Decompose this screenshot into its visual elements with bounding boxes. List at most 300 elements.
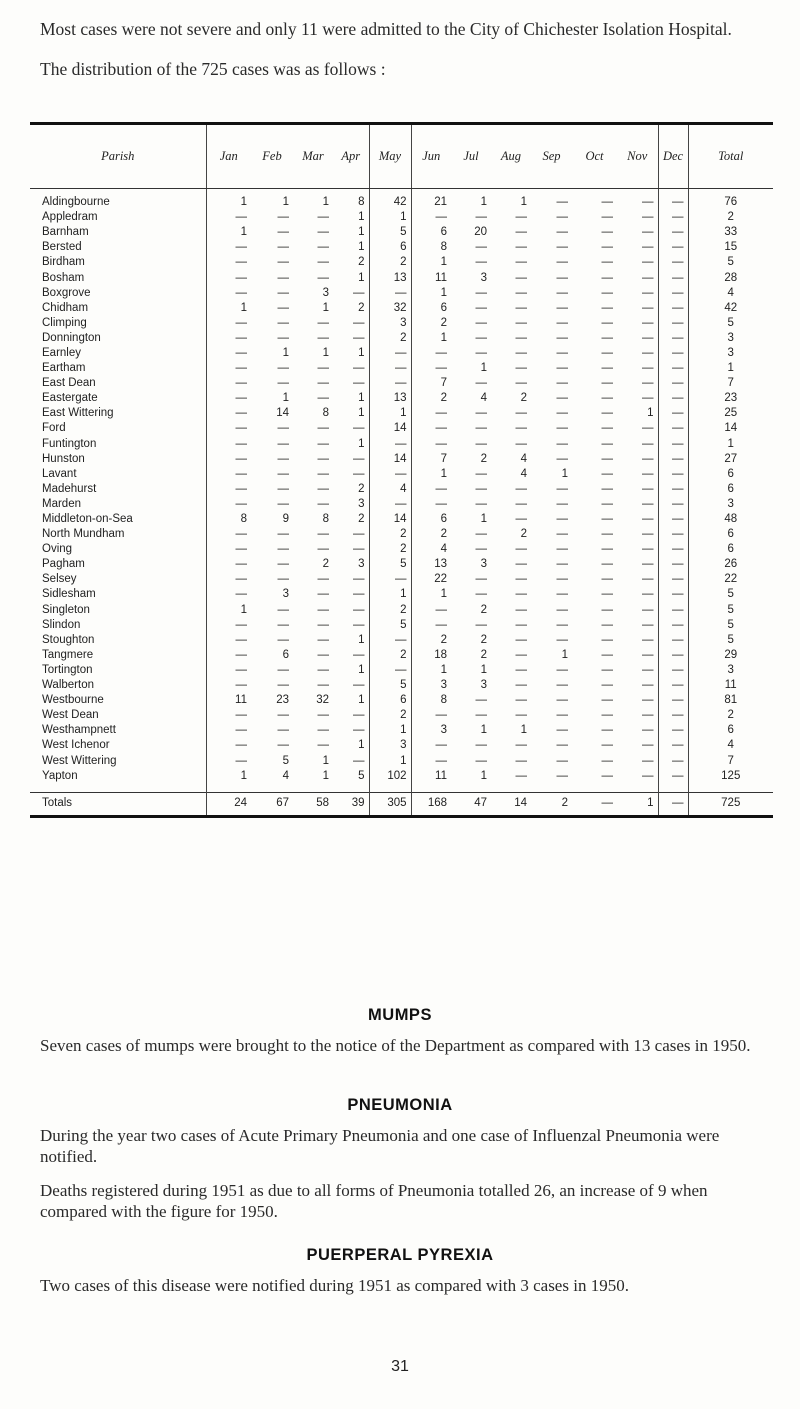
cell-sep: —: [556, 754, 568, 767]
cell-nov: —: [642, 467, 654, 480]
cell-dec: —: [658, 421, 688, 436]
cell-may: 2: [369, 648, 411, 663]
cell-apr: —: [353, 286, 365, 299]
cell-may: —: [369, 497, 411, 512]
table-row: [30, 557, 773, 572]
cell-mar: 8: [322, 407, 329, 420]
cell-total: 3: [688, 663, 773, 678]
cell-aug: —: [515, 211, 527, 224]
parish-name: Selsey: [42, 573, 77, 586]
cell-jun: 2: [411, 316, 451, 331]
cell-total: 33: [688, 225, 773, 240]
cell-oct: —: [601, 301, 613, 314]
puerperal-heading: PUERPERAL PYREXIA: [306, 1246, 494, 1264]
cell-jul: 3: [480, 558, 487, 571]
cell-jul: 1: [480, 769, 487, 782]
cell-may: 2: [369, 708, 411, 723]
cell-mar: —: [317, 256, 329, 269]
cell-mar: —: [317, 724, 329, 737]
cell-dec: —: [658, 361, 688, 376]
total-apr: 39: [333, 792, 369, 816]
cell-may: —: [369, 361, 411, 376]
cell-aug: —: [515, 588, 527, 601]
cell-total: 42: [688, 301, 773, 316]
cell-nov: —: [642, 513, 654, 526]
cell-mar: —: [317, 331, 329, 344]
cell-oct: —: [601, 558, 613, 571]
cell-jan: —: [206, 467, 251, 482]
cell-apr: 1: [358, 407, 365, 420]
cell-total: 22: [688, 572, 773, 587]
cell-aug: —: [515, 377, 527, 390]
cell-jul: —: [475, 256, 487, 269]
cell-mar: —: [317, 316, 329, 329]
puerperal-text: Two cases of this disease were notified during 1951 as compared with 3 cases in 1950.: [40, 1275, 629, 1295]
cell-apr: —: [353, 679, 365, 692]
total-sep: 2: [531, 792, 572, 816]
cell-dec: —: [658, 497, 688, 512]
cell-aug: —: [515, 558, 527, 571]
table-row: [30, 346, 773, 361]
cell-jul: 1: [480, 362, 487, 375]
total-jul: 47: [451, 792, 491, 816]
table-header-row: [30, 124, 773, 189]
cell-sep: —: [556, 528, 568, 541]
cell-nov: —: [642, 331, 654, 344]
cell-sep: —: [556, 377, 568, 390]
cell-mar: 32: [316, 694, 329, 707]
cell-may: —: [369, 376, 411, 391]
cell-jun: 8: [411, 240, 451, 255]
cell-total: 2: [688, 210, 773, 225]
cell-mar: —: [317, 422, 329, 435]
cell-aug: —: [515, 226, 527, 239]
cell-dec: —: [658, 255, 688, 270]
cell-jun: 2: [411, 391, 451, 406]
cell-sep: —: [556, 603, 568, 616]
cell-apr: —: [353, 724, 365, 737]
cell-mar: —: [317, 543, 329, 556]
cell-jan: —: [206, 587, 251, 602]
cell-sep: 1: [561, 467, 568, 480]
cell-jan: 1: [206, 769, 251, 793]
cell-aug: —: [515, 769, 527, 782]
cell-apr: —: [353, 588, 365, 601]
cell-dec: —: [658, 391, 688, 406]
cell-aug: —: [515, 603, 527, 616]
cell-aug: —: [515, 497, 527, 510]
cell-sep: —: [556, 437, 568, 450]
cell-aug: —: [515, 422, 527, 435]
parish-name: Bosham: [42, 271, 85, 284]
cell-feb: —: [277, 316, 289, 329]
cell-oct: —: [601, 226, 613, 239]
cell-oct: —: [601, 392, 613, 405]
cell-total: 28: [688, 270, 773, 285]
cell-apr: —: [353, 573, 365, 586]
cell-aug: —: [515, 679, 527, 692]
cell-feb: 3: [282, 588, 289, 601]
cell-mar: —: [317, 271, 329, 284]
cell-dec: —: [658, 512, 688, 527]
cell-dec: —: [658, 753, 688, 768]
parish-name: Tortington: [42, 663, 93, 676]
cell-sep: —: [556, 196, 568, 209]
cell-jul: 3: [480, 679, 487, 692]
cell-may: 2: [369, 542, 411, 557]
parish-name: Boxgrove: [42, 286, 91, 299]
cell-aug: —: [515, 739, 527, 752]
cell-mar: 1: [322, 346, 329, 359]
parish-name: Bersted: [42, 241, 82, 254]
cell-feb: —: [277, 211, 289, 224]
parish-name: Hunston: [42, 452, 85, 465]
cell-dec: —: [658, 557, 688, 572]
cell-dec: —: [658, 572, 688, 587]
total-feb: 67: [251, 792, 293, 816]
cell-apr: 1: [358, 346, 365, 359]
table-row: [30, 723, 773, 738]
header-oct: Oct: [572, 124, 617, 189]
cell-jun: 21: [411, 189, 451, 211]
cell-nov: —: [642, 422, 654, 435]
cell-oct: —: [601, 633, 613, 646]
cell-jun: —: [411, 618, 451, 633]
cell-may: 5: [369, 557, 411, 572]
table-row: [30, 603, 773, 618]
cell-oct: —: [601, 362, 613, 375]
cell-jun: 13: [411, 557, 451, 572]
parish-name: Tangmere: [42, 648, 94, 661]
cell-oct: —: [601, 467, 613, 480]
table-row: [30, 769, 773, 793]
cell-feb: —: [277, 603, 289, 616]
cell-sep: —: [556, 739, 568, 752]
cell-nov: —: [642, 452, 654, 465]
header-sep: Sep: [531, 124, 572, 189]
parish-name: Oving: [42, 543, 73, 556]
parish-name: East Dean: [42, 377, 96, 390]
cell-mar: —: [317, 679, 329, 692]
cell-jul: —: [475, 346, 487, 359]
cell-oct: —: [601, 754, 613, 767]
cell-nov: —: [642, 301, 654, 314]
cell-jan: —: [206, 270, 251, 285]
cell-jan: 1: [206, 301, 251, 316]
pneumonia-paragraph-2: Deaths registered during 1951 as due to all forms of Pneumonia totalled 26, an increase of 9 when compared with the figure for 1950.: [40, 1180, 708, 1221]
cell-jun: 18: [411, 648, 451, 663]
cell-apr: —: [353, 618, 365, 631]
cell-aug: 4: [520, 467, 527, 480]
cell-jul: —: [475, 543, 487, 556]
cell-apr: —: [353, 331, 365, 344]
cell-jun: 1: [411, 331, 451, 346]
table-row: [30, 240, 773, 255]
table-row: [30, 189, 773, 211]
cell-nov: —: [642, 694, 654, 707]
cell-jan: —: [206, 723, 251, 738]
cell-mar: —: [317, 452, 329, 465]
cell-aug: —: [515, 633, 527, 646]
cell-may: 14: [369, 421, 411, 436]
cell-aug: —: [515, 362, 527, 375]
cell-sep: —: [556, 226, 568, 239]
cell-jun: —: [411, 421, 451, 436]
cell-total: 3: [688, 346, 773, 361]
cell-apr: —: [353, 648, 365, 661]
cell-aug: —: [515, 513, 527, 526]
cell-jul: —: [475, 573, 487, 586]
cell-dec: —: [658, 467, 688, 482]
cell-dec: —: [658, 587, 688, 602]
parish-name: Barnham: [42, 226, 89, 239]
cell-jul: 1: [480, 724, 487, 737]
table-row: [30, 542, 773, 557]
cell-feb: 1: [282, 346, 289, 359]
cell-mar: —: [317, 362, 329, 375]
cell-nov: —: [642, 724, 654, 737]
cell-mar: —: [317, 226, 329, 239]
cell-jan: —: [206, 753, 251, 768]
cell-sep: —: [556, 392, 568, 405]
cell-jan: —: [206, 572, 251, 587]
cell-jan: —: [206, 633, 251, 648]
cell-dec: —: [658, 708, 688, 723]
totals-label: Totals: [30, 792, 206, 816]
cell-total: 7: [688, 753, 773, 768]
cell-jan: —: [206, 452, 251, 467]
cell-mar: 1: [322, 754, 329, 767]
cell-jun: 4: [411, 542, 451, 557]
table-row: [30, 708, 773, 723]
cell-jul: 2: [480, 648, 487, 661]
cell-jan: —: [206, 557, 251, 572]
table-row: [30, 572, 773, 587]
cell-may: 2: [369, 255, 411, 270]
cell-total: 6: [688, 723, 773, 738]
cell-feb: —: [277, 573, 289, 586]
cell-total: 5: [688, 633, 773, 648]
cell-feb: —: [277, 362, 289, 375]
cell-aug: 4: [520, 452, 527, 465]
cell-sep: —: [556, 618, 568, 631]
parish-name: Sidlesham: [42, 588, 96, 601]
cell-jun: —: [411, 346, 451, 361]
cell-jun: —: [411, 361, 451, 376]
cell-jun: —: [411, 210, 451, 225]
table-row: [30, 738, 773, 753]
cell-total: 15: [688, 240, 773, 255]
cell-jan: —: [206, 346, 251, 361]
cell-aug: —: [515, 648, 527, 661]
cell-apr: 3: [358, 497, 365, 510]
cell-may: 6: [369, 240, 411, 255]
cell-mar: —: [317, 739, 329, 752]
cell-jun: 11: [411, 270, 451, 285]
cell-jul: —: [475, 528, 487, 541]
table-row: [30, 437, 773, 452]
cell-jun: 11: [411, 769, 451, 793]
cell-apr: —: [353, 528, 365, 541]
cell-total: 81: [688, 693, 773, 708]
cell-oct: —: [601, 452, 613, 465]
cell-jan: —: [206, 497, 251, 512]
cell-oct: —: [601, 724, 613, 737]
cell-sep: —: [556, 362, 568, 375]
cell-sep: —: [556, 724, 568, 737]
cell-total: 5: [688, 618, 773, 633]
cell-apr: 2: [358, 482, 365, 495]
cell-dec: —: [658, 723, 688, 738]
cell-total: 5: [688, 255, 773, 270]
cell-may: 1: [369, 723, 411, 738]
cell-aug: —: [515, 301, 527, 314]
cell-feb: —: [277, 528, 289, 541]
cell-jun: —: [411, 497, 451, 512]
cell-jul: 4: [480, 392, 487, 405]
mumps-text: Seven cases of mumps were brought to the notice of the Department as compared with 13 cases in 1950.: [40, 1035, 751, 1055]
table-row: [30, 376, 773, 391]
mumps-heading: MUMPS: [368, 1006, 432, 1024]
cell-dec: —: [658, 286, 688, 301]
cell-aug: —: [515, 618, 527, 631]
cell-nov: —: [642, 709, 654, 722]
header-jan: Jan: [206, 124, 251, 189]
cell-jan: —: [206, 618, 251, 633]
cell-may: 4: [369, 482, 411, 497]
cell-feb: —: [277, 286, 289, 299]
table-row: [30, 587, 773, 602]
cell-oct: —: [601, 497, 613, 510]
cell-may: 1: [369, 210, 411, 225]
cell-jan: —: [206, 663, 251, 678]
cell-dec: —: [658, 376, 688, 391]
cell-feb: —: [277, 452, 289, 465]
cell-oct: —: [601, 331, 613, 344]
cell-total: 6: [688, 482, 773, 497]
cell-jan: —: [206, 361, 251, 376]
cell-apr: 8: [358, 196, 365, 209]
total-may: 305: [369, 792, 411, 816]
parish-name: Earnley: [42, 346, 81, 359]
header-may: May: [369, 124, 411, 189]
cell-aug: 1: [520, 196, 527, 209]
cell-apr: 1: [358, 663, 365, 676]
parish-name: West Ichenor: [42, 739, 110, 752]
cell-may: —: [369, 663, 411, 678]
cell-nov: —: [642, 482, 654, 495]
cell-nov: —: [642, 346, 654, 359]
parish-name: Lavant: [42, 467, 77, 480]
cell-may: —: [369, 572, 411, 587]
cell-may: 5: [369, 225, 411, 240]
cell-apr: —: [353, 316, 365, 329]
cell-feb: —: [277, 226, 289, 239]
total-jan: 24: [206, 792, 251, 816]
cell-aug: —: [515, 694, 527, 707]
cell-jun: —: [411, 437, 451, 452]
puerperal-section: [40, 1245, 760, 1296]
table-row: [30, 648, 773, 663]
parish-name: Westhampnett: [42, 724, 116, 737]
cell-total: 11: [688, 678, 773, 693]
parish-name: East Wittering: [42, 407, 114, 420]
cell-mar: —: [317, 528, 329, 541]
pneumonia-paragraph-1: During the year two cases of Acute Primary Pneumonia and one case of Influenzal Pneumonia were notified.: [40, 1125, 720, 1166]
cell-oct: —: [601, 694, 613, 707]
cell-sep: —: [556, 331, 568, 344]
cell-oct: —: [601, 437, 613, 450]
cell-total: 5: [688, 587, 773, 602]
cell-dec: —: [658, 633, 688, 648]
cell-dec: —: [658, 693, 688, 708]
cell-jul: —: [475, 422, 487, 435]
cell-nov: —: [642, 769, 654, 782]
cell-jan: —: [206, 316, 251, 331]
cell-aug: —: [515, 256, 527, 269]
cell-feb: —: [277, 256, 289, 269]
cell-oct: —: [601, 513, 613, 526]
cell-oct: —: [601, 679, 613, 692]
cell-apr: 1: [358, 437, 365, 450]
cell-sep: —: [556, 497, 568, 510]
cell-aug: —: [515, 482, 527, 495]
cell-feb: —: [277, 497, 289, 510]
cell-jan: —: [206, 286, 251, 301]
table-row: [30, 452, 773, 467]
parish-name: Birdham: [42, 256, 85, 269]
cell-total: 48: [688, 512, 773, 527]
cell-sep: —: [556, 407, 568, 420]
cell-apr: 3: [358, 558, 365, 571]
cell-jan: —: [206, 708, 251, 723]
cell-jul: —: [475, 618, 487, 631]
cell-dec: —: [658, 270, 688, 285]
cell-dec: —: [658, 301, 688, 316]
cell-may: 5: [369, 678, 411, 693]
cell-jul: —: [475, 754, 487, 767]
table-row: [30, 482, 773, 497]
cell-oct: —: [601, 769, 613, 782]
cell-jul: —: [475, 497, 487, 510]
cell-jan: —: [206, 527, 251, 542]
cell-sep: —: [556, 513, 568, 526]
cell-dec: —: [658, 648, 688, 663]
cell-jul: 2: [480, 452, 487, 465]
cell-dec: —: [658, 663, 688, 678]
cell-may: 5: [369, 618, 411, 633]
cell-apr: 1: [358, 392, 365, 405]
cell-dec: —: [658, 527, 688, 542]
cell-may: 1: [369, 587, 411, 602]
cell-apr: 2: [358, 256, 365, 269]
cell-dec: —: [658, 225, 688, 240]
cell-jul: —: [475, 709, 487, 722]
cell-jun: 6: [411, 301, 451, 316]
cell-mar: 8: [322, 513, 329, 526]
cell-jun: 7: [411, 452, 451, 467]
cell-jun: 6: [411, 512, 451, 527]
cell-jun: 1: [411, 467, 451, 482]
parish-name: Eartham: [42, 362, 86, 375]
cell-mar: —: [317, 603, 329, 616]
cell-may: —: [369, 633, 411, 648]
cell-jul: —: [475, 331, 487, 344]
cell-nov: —: [642, 497, 654, 510]
cell-may: 42: [369, 189, 411, 211]
cell-sep: —: [556, 709, 568, 722]
cell-feb: —: [277, 633, 289, 646]
